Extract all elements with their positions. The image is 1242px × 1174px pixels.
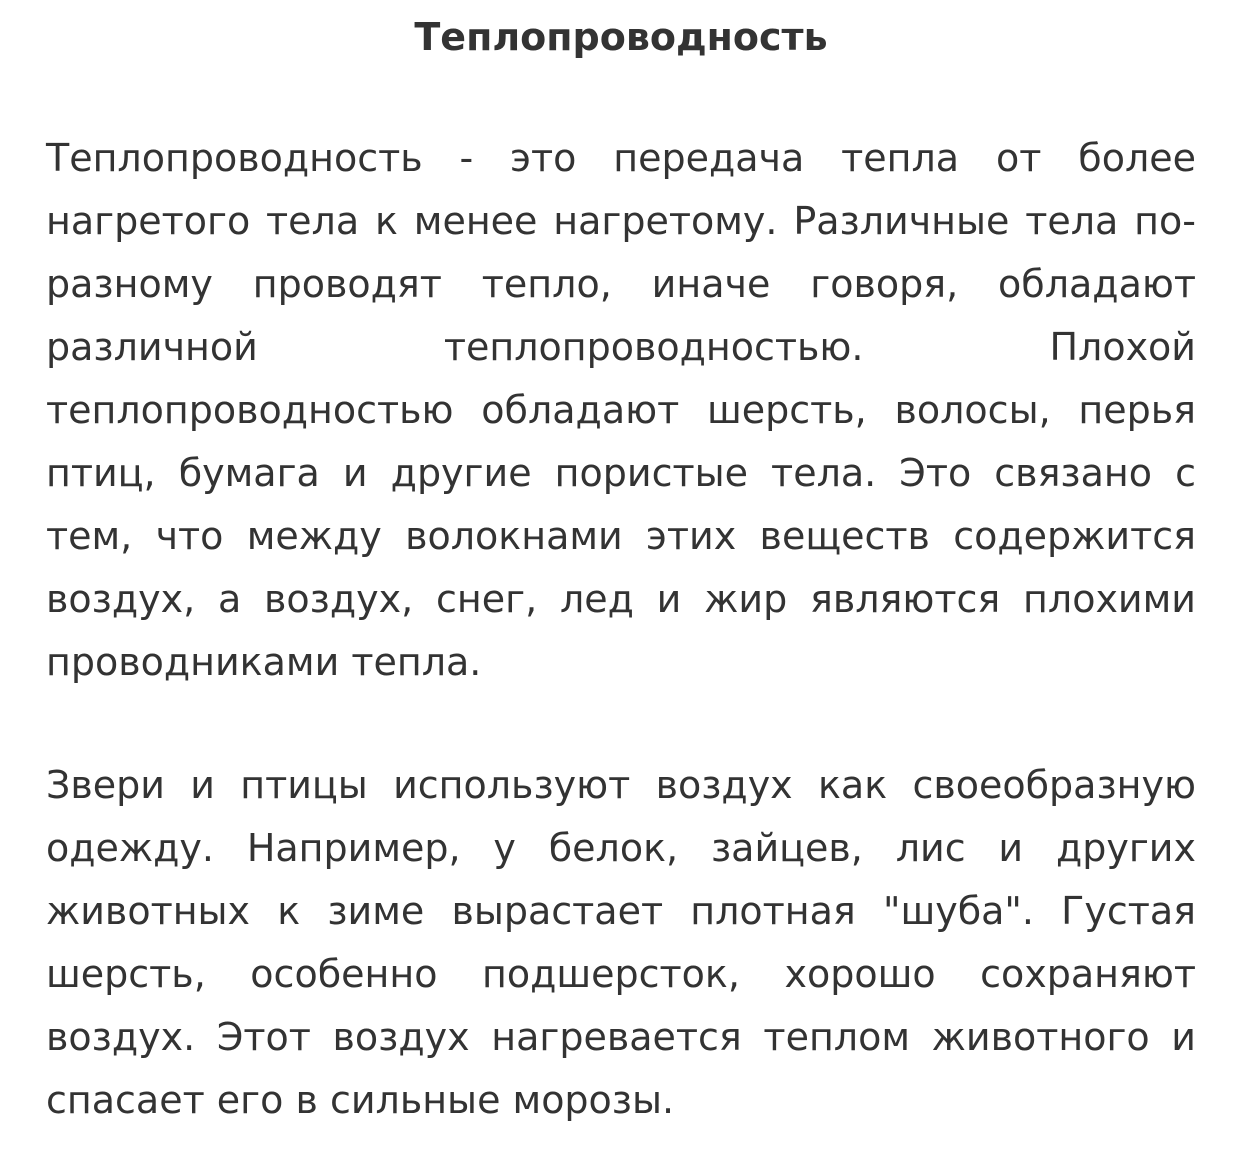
- article-paragraph: Звери и птицы используют воздух как своеобразную одежду. Например, у белок, зайцев, лис и других животных к зиме вырастает плотная "шуба". Густая шерсть, особенно подшерсток, хорошо сохраняют воздух. Этот воздух нагревается теплом животного и спасает его в сильные морозы.: [46, 763, 1196, 1122]
- article-paragraph: Теплопроводность - это передача тепла от более нагретого тела к менее нагретому. Различные тела по-разному проводят тепло, иначе говоря, обладают различной теплопроводностью. Плохой теплопроводностью обладают шерсть, волосы, перья птиц, бумага и другие пористые тела. Это связано с тем, что между волокнами этих веществ содержится воздух, а воздух, снег, лед и жир являются плохими проводниками тепла.: [46, 136, 1196, 684]
- article-title: Теплопроводность: [414, 15, 828, 59]
